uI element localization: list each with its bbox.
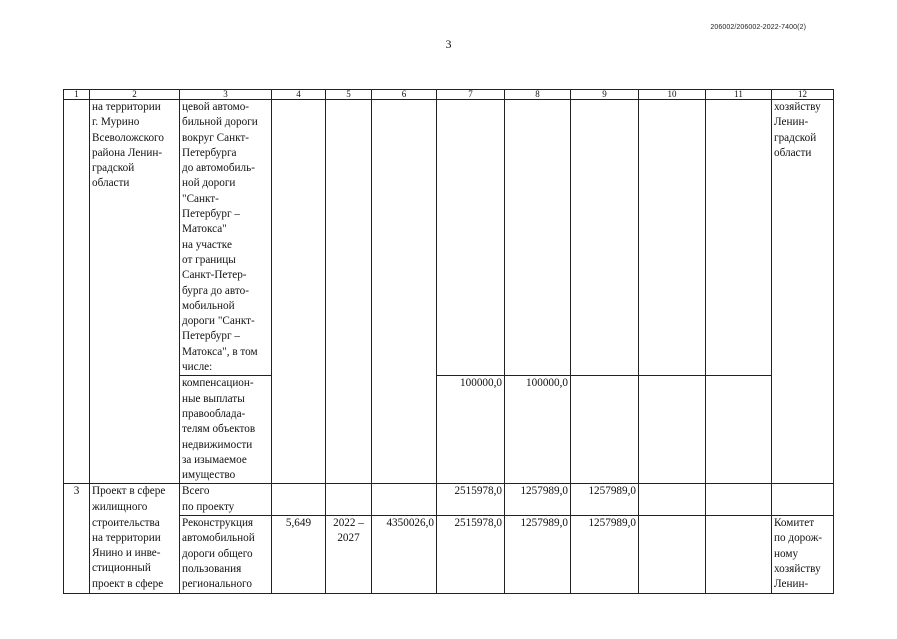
cell-reconstruction-funding-1: 1257989,0 <box>505 516 571 593</box>
cell-object-name: цевой автомо- бильной дороги вокруг Санкт- Петербурга до автомобиль- ной дороги "Санкт- Петербург – Матокса" на участке от границы Санкт-Петер- бурга до авто- мобильной дороги "Санкт- Петербург – Матокса", в том числе: <box>180 100 272 376</box>
cell-project-3-name-start: Проект в сфере жилищного <box>90 484 180 516</box>
cell-compensation-funding-4 <box>706 376 772 484</box>
cell-row-number <box>64 100 90 484</box>
cell-reconstruction-cost: 4350026,0 <box>372 516 437 593</box>
document-id: 206002/206002-2022-7400(2) <box>710 24 806 31</box>
cell-reconstruction-length: 5,649 <box>272 516 326 593</box>
col-header-2: 2 <box>90 90 180 100</box>
cell-reconstruction-funding-4 <box>706 516 772 593</box>
cell-total-cost <box>372 484 437 516</box>
cell-total-length <box>272 484 326 516</box>
cell-compensation-label: компенсацион- ные выплаты правооблада- телям объектов недвижимости за изымаемое имущество <box>180 376 272 484</box>
cell-compensation-funding-3 <box>639 376 706 484</box>
cell-reconstruction-responsible: Комитет по дорож- ному хозяйству Ленин- <box>772 516 834 593</box>
cell-estimated-cost <box>372 100 437 484</box>
cell-project-funding-4 <box>706 484 772 516</box>
cell-project-total: 2515978,0 <box>437 484 505 516</box>
col-header-7: 7 <box>437 90 505 100</box>
cell-project-3-name-cont: строительства на территории Янино и инве- стиционный проект в сфере <box>90 516 180 593</box>
cell-reconstruction-label: Реконструкция автомобильной дороги общего пользования регионального <box>180 516 272 593</box>
cell-responsible: хозяйству Ленин- градской области <box>772 100 834 484</box>
col-header-11: 11 <box>706 90 772 100</box>
col-header-12: 12 <box>772 90 834 100</box>
cell-reconstruction-funding-3 <box>639 516 706 593</box>
cell-funding-1 <box>505 100 571 376</box>
cell-total-label: Всего по проекту <box>180 484 272 516</box>
cell-period <box>326 100 372 484</box>
col-header-3: 3 <box>180 90 272 100</box>
col-header-6: 6 <box>372 90 437 100</box>
col-header-4: 4 <box>272 90 326 100</box>
table-row-reconstruction <box>64 516 834 593</box>
table-row-project-total <box>64 484 834 516</box>
cell-reconstruction-total: 2515978,0 <box>437 516 505 593</box>
cell-length <box>272 100 326 484</box>
col-header-8: 8 <box>505 90 571 100</box>
cell-compensation-funding-2 <box>571 376 639 484</box>
col-header-10: 10 <box>639 90 706 100</box>
column-number-row <box>64 90 834 100</box>
page-number: 3 <box>445 37 452 51</box>
cell-funding-3 <box>639 100 706 376</box>
cell-project-funding-1: 1257989,0 <box>505 484 571 516</box>
cell-project-funding-2: 1257989,0 <box>571 484 639 516</box>
cell-project-funding-3 <box>639 484 706 516</box>
cell-funding-4 <box>706 100 772 376</box>
program-table <box>63 89 834 594</box>
cell-total-period <box>326 484 372 516</box>
cell-total <box>437 100 505 376</box>
table-row-continuation <box>64 100 834 376</box>
cell-row-number-3: 3 <box>64 484 90 593</box>
cell-project-responsible <box>772 484 834 516</box>
table-row-compensation <box>64 376 834 484</box>
cell-project-name: на территории г. Мурино Всеволожского района Ленин- градской области <box>90 100 180 484</box>
cell-funding-2 <box>571 100 639 376</box>
col-header-5: 5 <box>326 90 372 100</box>
col-header-9: 9 <box>571 90 639 100</box>
cell-compensation-total: 100000,0 <box>437 376 505 484</box>
cell-reconstruction-funding-2: 1257989,0 <box>571 516 639 593</box>
col-header-1: 1 <box>64 90 90 100</box>
cell-compensation-funding-1: 100000,0 <box>505 376 571 484</box>
cell-reconstruction-period: 2022 – 2027 <box>326 516 372 593</box>
